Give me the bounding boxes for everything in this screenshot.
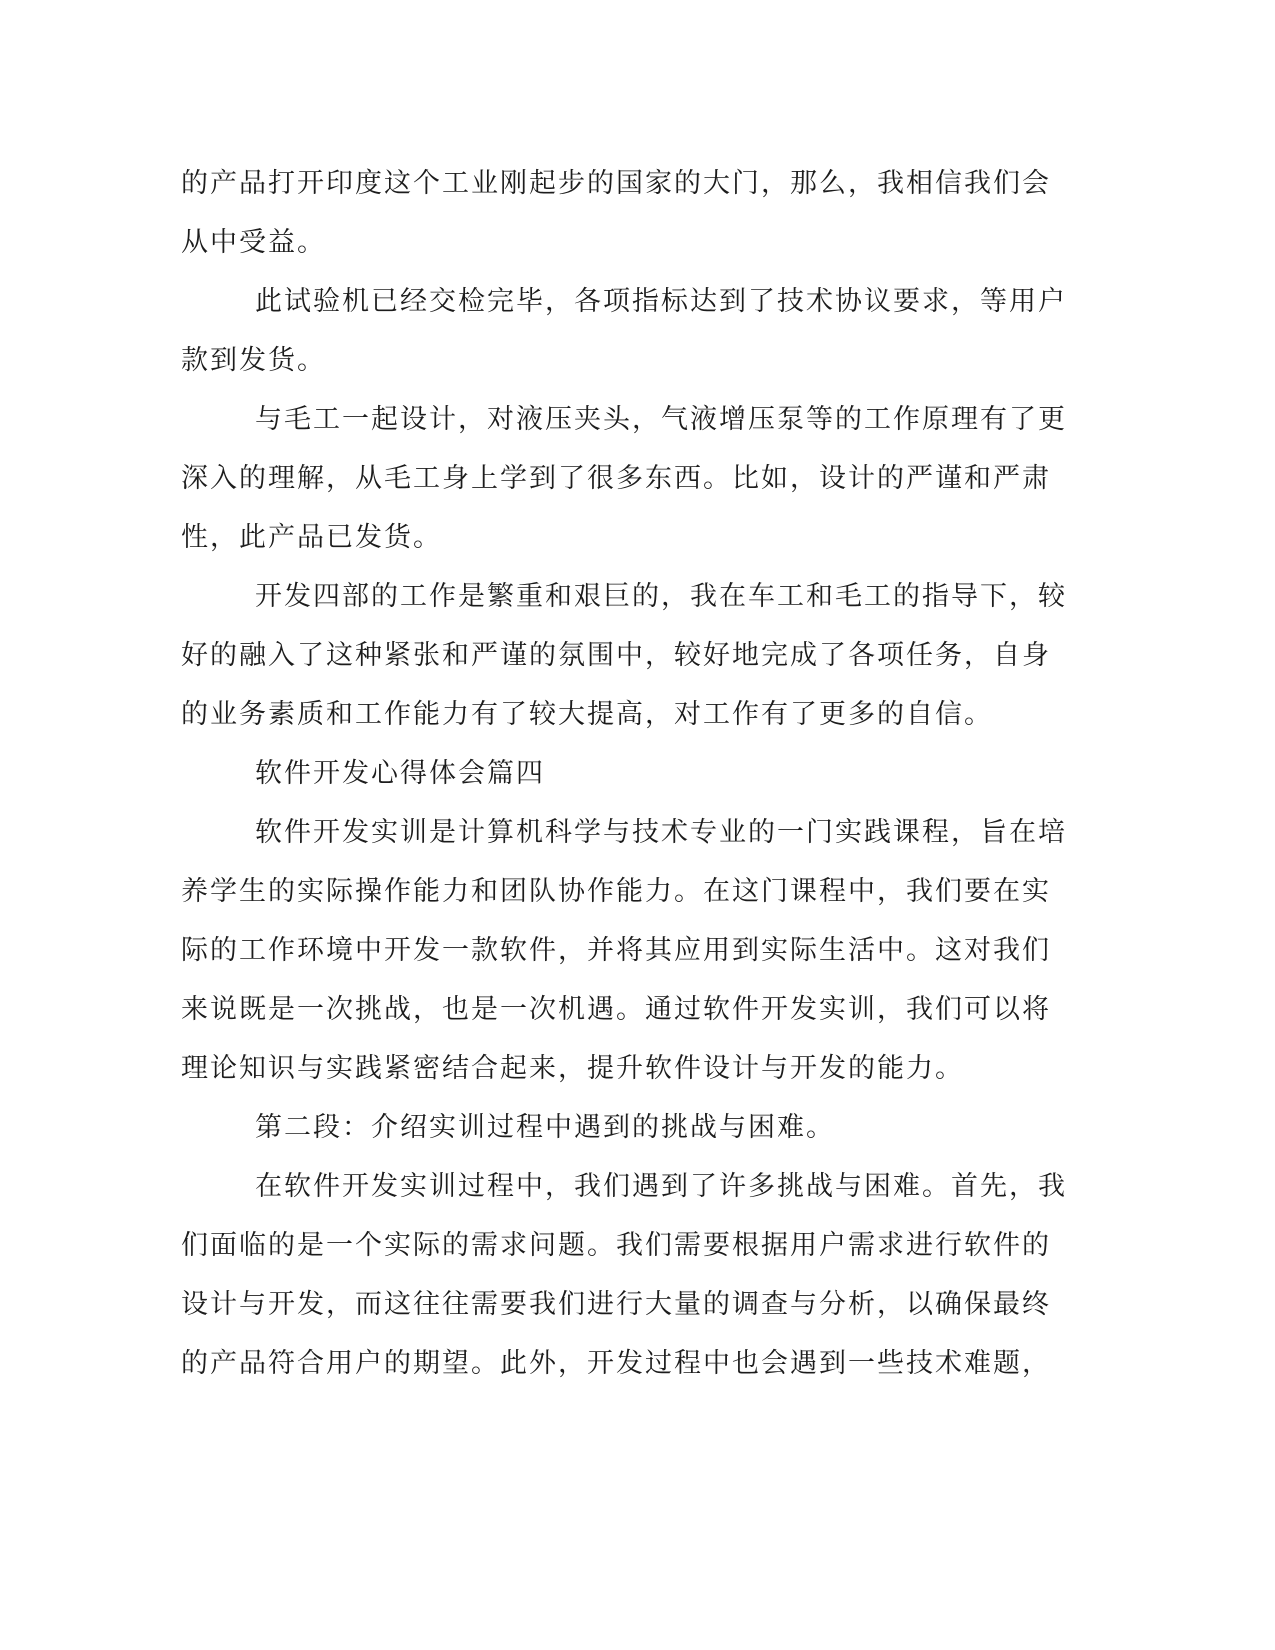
text-line: 与毛工一起设计，对液压夹头，气液增压泵等的工作原理有了更 bbox=[255, 404, 1067, 435]
text-line: 款到发货。 bbox=[181, 345, 326, 376]
text-line: 开发四部的工作是繁重和艰巨的，我在车工和毛工的指导下，较 bbox=[255, 581, 1067, 612]
text-line: 从中受益。 bbox=[181, 227, 326, 258]
text-line: 的产品符合用户的期望。此外，开发过程中也会遇到一些技术难题， bbox=[181, 1348, 1051, 1379]
paragraph bbox=[181, 803, 1067, 1098]
paragraph bbox=[181, 272, 1067, 390]
section-heading bbox=[181, 744, 1051, 803]
text-line: 深入的理解，从毛工身上学到了很多东西。比如，设计的严谨和严肃 bbox=[181, 463, 1051, 494]
text-line: 养学生的实际操作能力和团队协作能力。在这门课程中，我们要在实 bbox=[181, 876, 1051, 907]
text-line: 的业务素质和工作能力有了较大提高，对工作有了更多的自信。 bbox=[181, 699, 993, 730]
paragraph bbox=[181, 567, 1067, 744]
paragraph bbox=[181, 390, 1067, 567]
text-line: 的产品打开印度这个工业刚起步的国家的大门，那么，我相信我们会 bbox=[181, 168, 1051, 199]
text-line: 性，此产品已发货。 bbox=[181, 522, 442, 553]
text-line: 在软件开发实训过程中，我们遇到了许多挑战与困难。首先，我 bbox=[255, 1171, 1067, 1202]
heading-line: 软件开发心得体会篇四 bbox=[255, 758, 545, 789]
document-body bbox=[181, 154, 1067, 1393]
paragraph bbox=[181, 154, 1051, 272]
paragraph bbox=[181, 1157, 1067, 1393]
text-line: 软件开发实训是计算机科学与技术专业的一门实践课程，旨在培 bbox=[255, 817, 1067, 848]
text-line: 理论知识与实践紧密结合起来，提升软件设计与开发的能力。 bbox=[181, 1053, 964, 1084]
text-line: 际的工作环境中开发一款软件，并将其应用到实际生活中。这对我们 bbox=[181, 935, 1051, 966]
text-line: 好的融入了这种紧张和严谨的氛围中，较好地完成了各项任务，自身 bbox=[181, 640, 1051, 671]
section-heading bbox=[181, 1098, 1051, 1157]
text-line: 此试验机已经交检完毕，各项指标达到了技术协议要求，等用户 bbox=[255, 286, 1067, 317]
text-line: 设计与开发，而这往往需要我们进行大量的调查与分析，以确保最终 bbox=[181, 1289, 1051, 1320]
text-line: 们面临的是一个实际的需求问题。我们需要根据用户需求进行软件的 bbox=[181, 1230, 1051, 1261]
heading-line: 第二段：介绍实训过程中遇到的挑战与困难。 bbox=[255, 1112, 835, 1143]
text-line: 来说既是一次挑战，也是一次机遇。通过软件开发实训，我们可以将 bbox=[181, 994, 1051, 1025]
